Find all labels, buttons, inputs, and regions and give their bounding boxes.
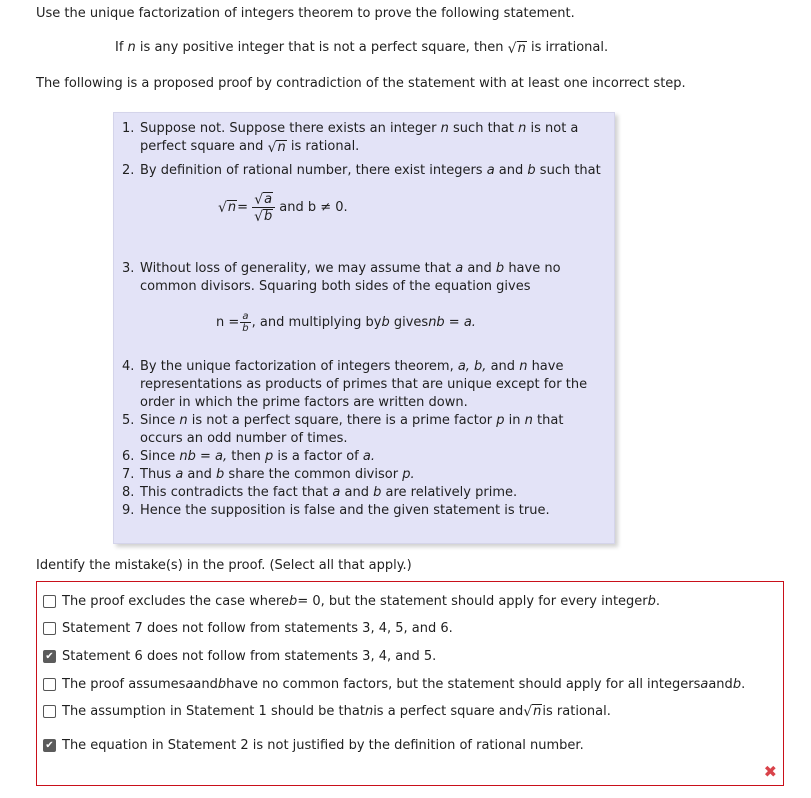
proof-step-1-cont: perfect square and √ n is rational. [140,139,360,156]
proof-step-9: 9. Hence the supposition is false and the given statement is true. [122,503,550,518]
checkbox-4[interactable] [43,678,56,691]
option-3[interactable]: ✔ Statement 6 does not follow from statements 3, 4, and 5. [43,649,436,664]
proof-step-2: 2. By definition of rational number, there exist integers a and b such that [122,163,601,178]
incorrect-x-icon: ✖ [763,762,777,781]
equation-2: n = $\frac{a}{b}$ , and multiplying by b gives nb = a. [216,311,476,334]
instruction-text: Use the unique factorization of integers theorem to prove the following statement. [36,6,575,21]
proof-step-5: 5. Since n is not a perfect square, there is a prime factor p in n that [122,413,564,428]
checkbox-1[interactable] [43,595,56,608]
option-1[interactable]: The proof excludes the case where b = 0, but the statement should apply for every integer b . [43,594,660,609]
checkbox-3-checked[interactable] [43,650,56,663]
proof-step-3-cont: common divisors. Squaring both sides of the equation gives [140,279,531,294]
checkbox-5[interactable] [43,705,56,718]
option-6[interactable]: ✔ The equation in Statement 2 is not justified by the definition of rational number. [43,738,584,753]
checkbox-6-checked[interactable] [43,739,56,752]
answer-options [36,581,784,786]
proof-step-3: 3. Without loss of generality, we may assume that a and b have no [122,261,561,276]
question-prompt: Identify the mistake(s) in the proof. (Select all that apply.) [36,558,412,573]
sqrt-n: √ n [507,41,526,57]
proof-step-7: 7. Thus a and b share the common divisor p. [122,467,415,482]
proof-step-6: 6. Since nb = a, then p is a factor of a. [122,449,375,464]
theorem-statement: If n is any positive integer that is not a perfect square, then √ n is irrational. [115,40,609,57]
fraction-sqrt-a-over-sqrt-b: √ a √ b [252,191,275,224]
checkbox-2[interactable] [43,622,56,635]
option-5[interactable]: The assumption in Statement 1 should be that n is a perfect square and √ n is rational. [43,704,611,719]
option-2[interactable]: Statement 7 does not follow from statements 3, 4, 5, and 6. [43,621,453,636]
option-4[interactable]: The proof assumes a and b have no common factors, but the statement should apply for all integers a and b . [43,677,745,692]
check-icon: ✔ [45,739,54,751]
proof-step-4: 4. By the unique factorization of integers theorem, a, b, and n have [122,359,564,374]
equation-1: √ n = √ a √ b and b ≠ 0. [218,192,348,225]
proof-step-8: 8. This contradicts the fact that a and b are relatively prime. [122,485,518,500]
proof-step-1: 1. Suppose not. Suppose there exists an integer n such that n is not a [122,121,579,136]
lead-text: The following is a proposed proof by contradiction of the statement with at least one incorrect step. [36,76,686,91]
check-icon: ✔ [45,650,54,662]
fraction-a-over-b: $\frac{a}{b}$ [242,311,249,334]
proof-panel: 1. Suppose not. Suppose there exists an integer n such that n is not a perfect square and √ n is rational. 2. By definition of rational number, there exist integers a and b such that √ n = √ a √ b and b ≠ 0. 3. Without loss of generality, we may assume that a and b have no common divisors. Squaring both sides of the equation gives n = $\frac{a}{b}$ , and multiplying by b gives nb = a. 4. By the unique factorization of integers theorem, a, b, and n have representations as products of primes that are unique except for the order in which the prime factors are written down. 5. Since n is not a perfect square, there is a prime factor p in n that occurs an odd number of times. 6. Since nb = a, then p is a factor of a. 7. Thus a and b share the common divisor p. 8. This contradicts the fact that a and b are relatively prime. 9. Hence the supposition is false and the given statement is true. [113,112,615,544]
